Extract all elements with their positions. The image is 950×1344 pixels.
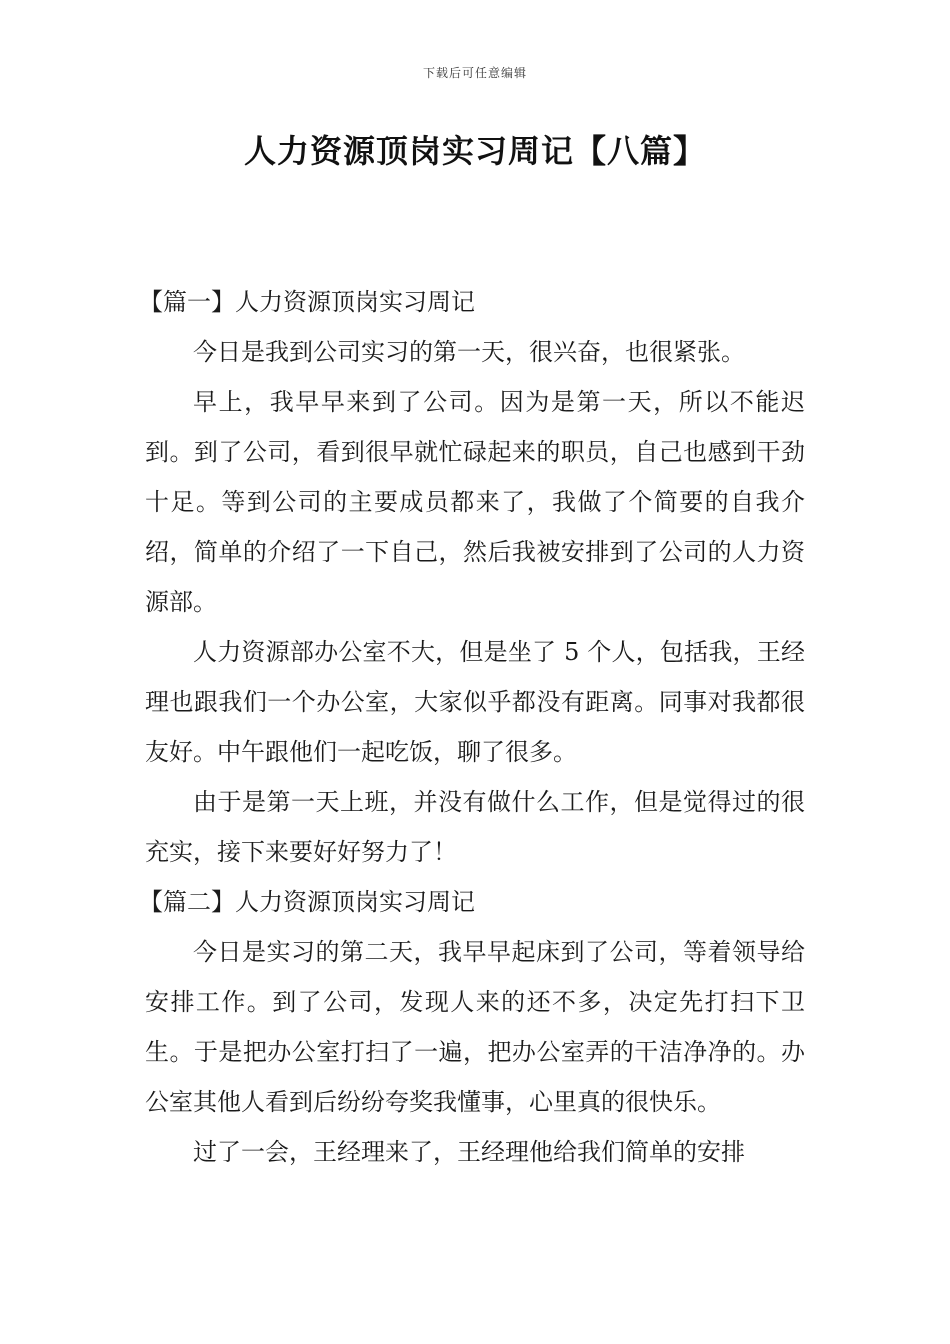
paragraph: 今日是我到公司实习的第一天，很兴奋，也很紧张。 [193, 338, 745, 366]
section-heading: 【篇二】人力资源顶岗实习周记 [139, 888, 475, 916]
paragraph: 过了一会，王经理来了，王经理他给我们简单的安排 [193, 1138, 745, 1166]
paragraph: 今日是实习的第二天，我早早起床到了公司，等着领导给安排工作。到了公司，发现人来的还不多，决定先打扫下卫生。于是把办公室打扫了一遍，把办公室弄的干洁净净的。办公室其他人看到后纷纷夸奖我懂事，心里真的很快乐。 [145, 938, 805, 1116]
header-note: 下载后可任意编辑 [422, 66, 527, 80]
section-heading: 【篇一】人力资源顶岗实习周记 [139, 288, 475, 316]
paragraph: 人力资源部办公室不大，但是坐了 5 个人，包括我，王经理也跟我们一个办公室，大家似乎都没有距离。同事对我都很友好。中午跟他们一起吃饭，聊了很多。 [145, 638, 805, 766]
document-title: 人力资源顶岗实习周记【八篇】 [243, 132, 706, 170]
paragraph: 由于是第一天上班，并没有做什么工作，但是觉得过的很充实，接下来要好好努力了！ [145, 788, 805, 866]
paragraph: 早上，我早早来到了公司。因为是第一天，所以不能迟到。到了公司，看到很早就忙碌起来的职员，自己也感到干劲十足。等到公司的主要成员都来了，我做了个简要的自我介绍，简单的介绍了一下自己，然后我被安排到了公司的人力资源部。 [145, 388, 805, 616]
document-body [139, 277, 805, 1177]
